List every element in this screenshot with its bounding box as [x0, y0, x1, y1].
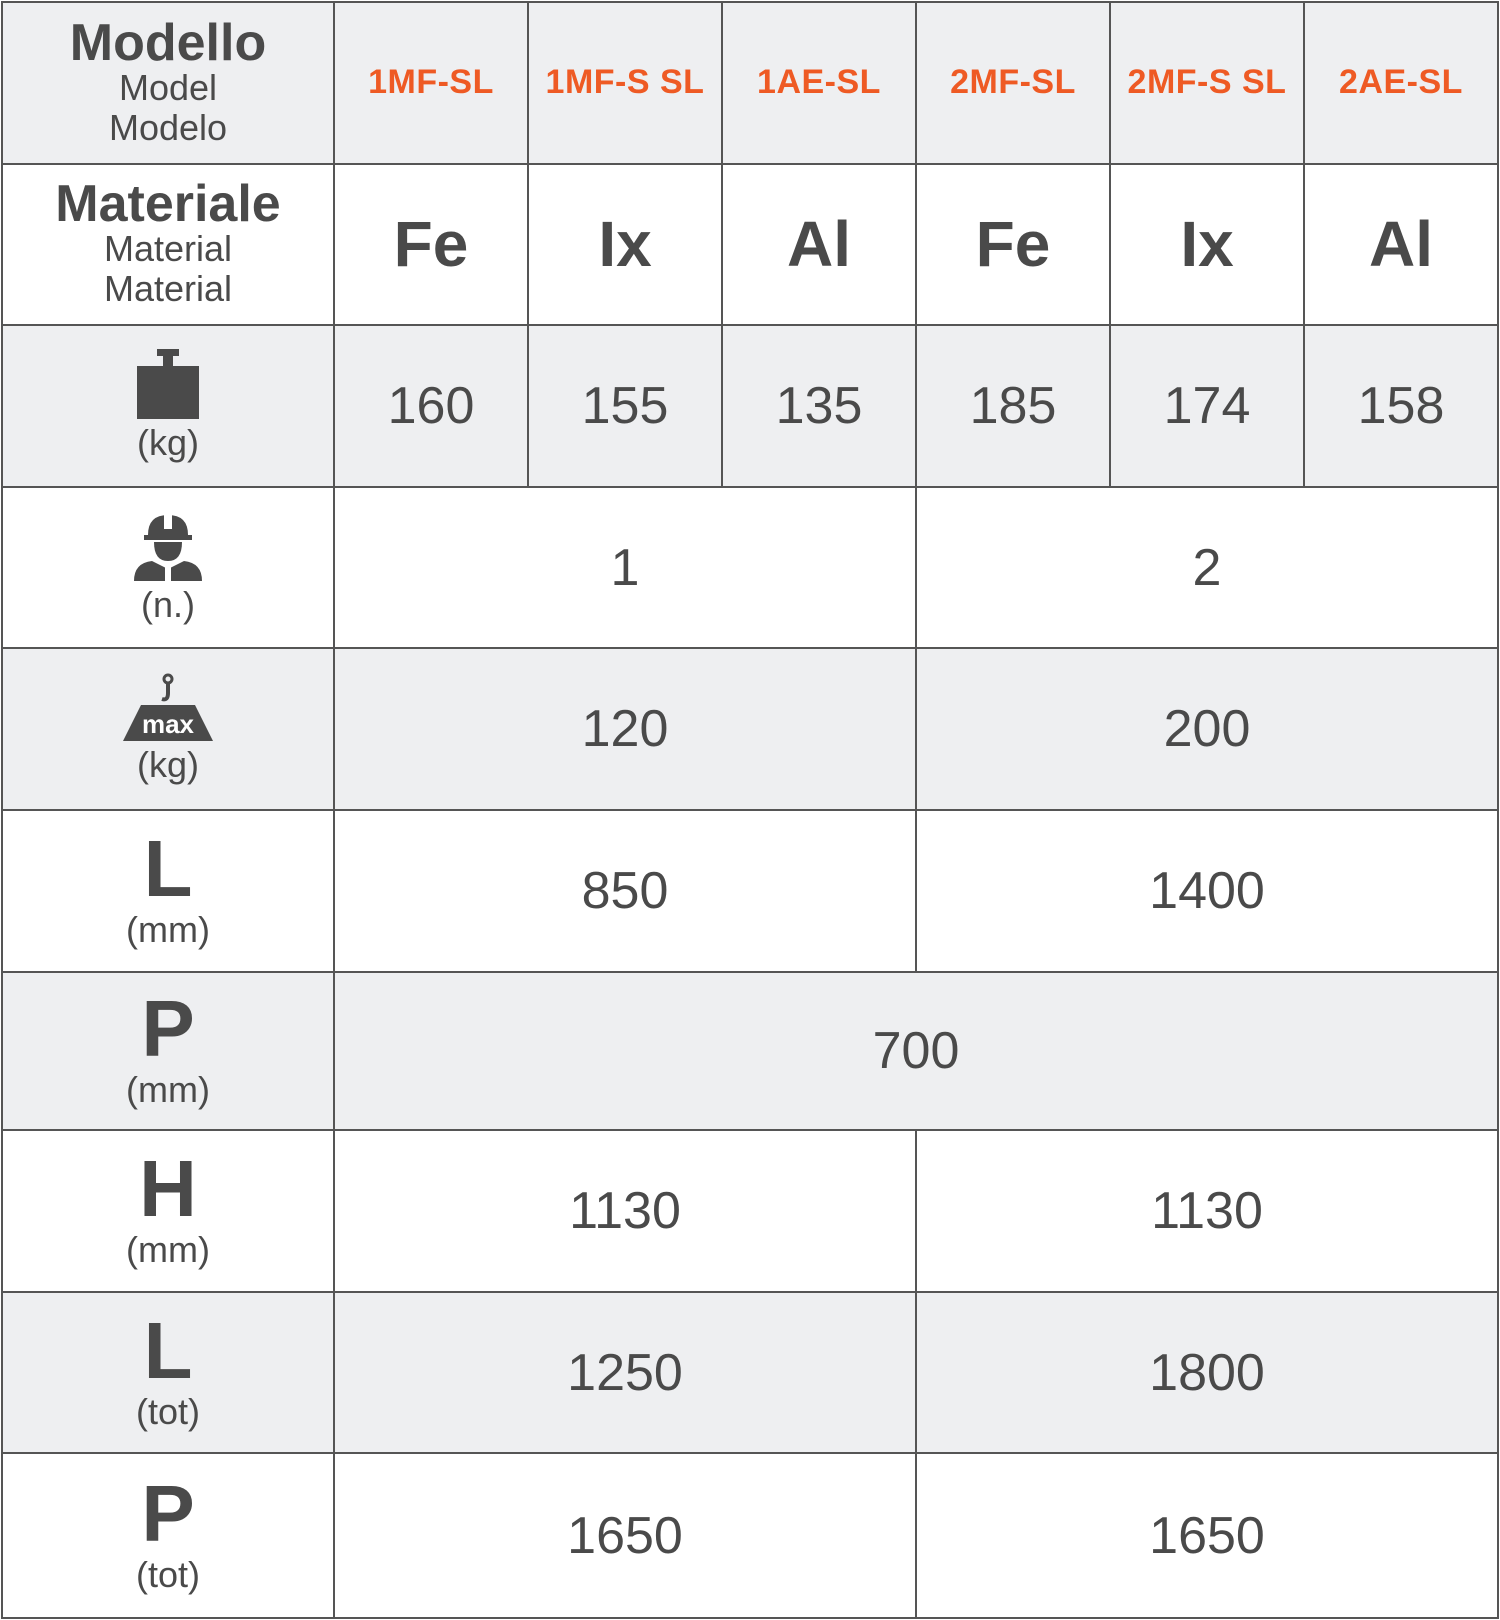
height-value: 1130 [334, 1130, 916, 1292]
depth-total-row [2, 1453, 1498, 1618]
material-value: Fe [334, 164, 528, 326]
max-load-value: 200 [916, 648, 1498, 810]
weight-value: 185 [916, 325, 1110, 487]
depth-row [2, 972, 1498, 1131]
length-total-letter: L [143, 1305, 193, 1395]
material-value: Al [722, 164, 916, 326]
length-total-unit: (tot) [135, 1390, 200, 1432]
model-code: 1MF-S SL [528, 2, 722, 164]
operators-label-cell [2, 487, 334, 649]
max-load-row [2, 648, 1498, 810]
weight-value: 174 [1110, 325, 1304, 487]
length-total-value: 1250 [334, 1292, 916, 1454]
height-unit: (mm) [126, 1228, 210, 1270]
depth-total-unit: (tot) [135, 1553, 200, 1595]
length-letter: L [143, 823, 193, 913]
length-value: 1400 [916, 810, 1498, 972]
weight-row [2, 325, 1498, 487]
operators-value: 2 [916, 487, 1498, 649]
weight-unit: (kg) [137, 421, 199, 463]
depth-label-cell [2, 972, 334, 1131]
svg-text:max: max [141, 709, 195, 740]
length-total-value: 1800 [916, 1292, 1498, 1454]
length-label-cell [2, 810, 334, 972]
height-value: 1130 [916, 1130, 1498, 1292]
depth-unit: (mm) [126, 1068, 210, 1110]
height-label-cell [2, 1130, 334, 1292]
height-row [2, 1130, 1498, 1292]
operators-value: 1 [334, 487, 916, 649]
length-total-row [2, 1292, 1498, 1454]
material-value: Ix [1110, 164, 1304, 326]
weight-icon [135, 349, 201, 419]
model-code: 1AE-SL [722, 2, 916, 164]
spec-table [1, 1, 1499, 1619]
model-label-it: Modello [69, 13, 267, 72]
material-value: Fe [916, 164, 1110, 326]
model-code: 2MF-SL [916, 2, 1110, 164]
weight-value: 160 [334, 325, 528, 487]
model-label-cell [2, 2, 334, 164]
max-load-icon [123, 673, 213, 741]
model-label-es: Modelo [108, 106, 228, 148]
length-value: 850 [334, 810, 916, 972]
depth-total-value: 1650 [916, 1453, 1498, 1618]
material-row [2, 164, 1498, 326]
operators-unit: (n.) [141, 583, 195, 625]
model-row [2, 2, 1498, 164]
material-label-es: Material [103, 268, 233, 310]
weight-label-cell [2, 325, 334, 487]
model-code: 2AE-SL [1304, 2, 1498, 164]
height-letter: H [139, 1143, 197, 1233]
max-load-unit: (kg) [137, 744, 199, 786]
worker-icon [132, 511, 204, 581]
material-value: Al [1304, 164, 1498, 326]
depth-total-letter: P [141, 1468, 195, 1558]
length-unit: (mm) [126, 908, 210, 950]
weight-value: 135 [722, 325, 916, 487]
depth-letter: P [141, 983, 195, 1073]
model-code: 1MF-SL [334, 2, 528, 164]
depth-total-value: 1650 [334, 1453, 916, 1618]
model-label-en: Model [118, 66, 218, 108]
weight-value: 158 [1304, 325, 1498, 487]
depth-total-label-cell [2, 1453, 334, 1618]
material-label-it: Materiale [55, 175, 281, 234]
weight-value: 155 [528, 325, 722, 487]
max-load-label-cell [2, 648, 334, 810]
max-load-value: 120 [334, 648, 916, 810]
material-value: Ix [528, 164, 722, 326]
model-code: 2MF-S SL [1110, 2, 1304, 164]
operators-row [2, 487, 1498, 649]
length-row [2, 810, 1498, 972]
material-label-en: Material [103, 228, 233, 270]
material-label-cell [2, 164, 334, 326]
depth-value: 700 [334, 972, 1498, 1131]
length-total-label-cell [2, 1292, 334, 1454]
